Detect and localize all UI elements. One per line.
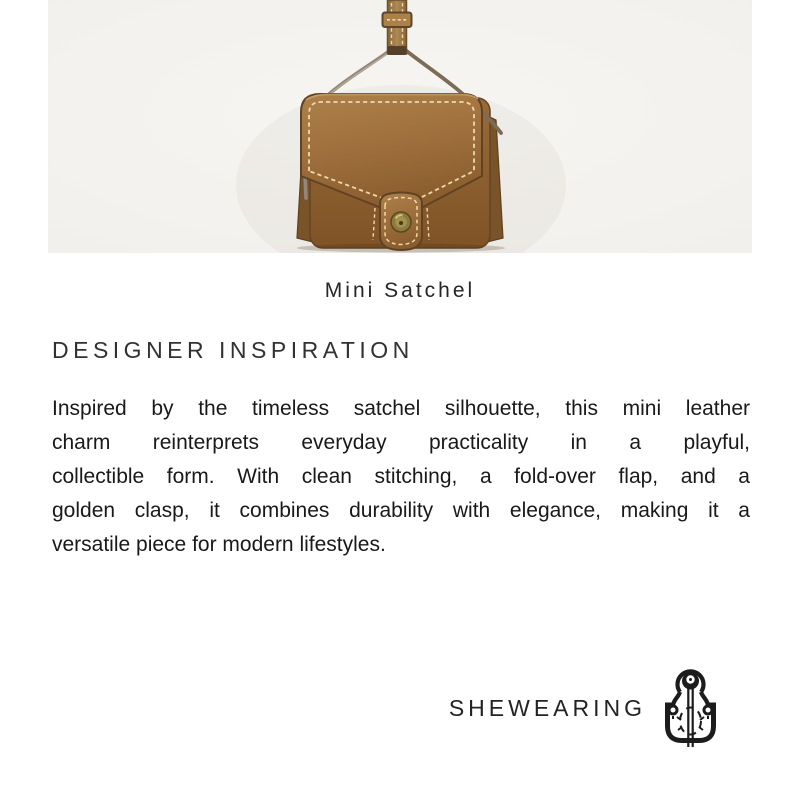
body-paragraph	[52, 392, 750, 562]
section-heading: DESIGNER INSPIRATION	[52, 337, 414, 363]
mini-satchel-photo	[48, 0, 752, 253]
brand-name: SHEWEARING	[448, 694, 646, 721]
paragraph-line: charm reinterprets everyday practicality in a playful,	[52, 431, 750, 454]
brand-footer	[449, 662, 718, 754]
shewearing-emblem-icon	[663, 664, 718, 752]
paragraph-line: collectible form. With clean stitching, a fold-over flap, and a	[52, 465, 750, 488]
product-caption: Mini Satchel	[324, 279, 476, 302]
paragraph-line: Inspired by the timeless satchel silhouette, this mini leather	[52, 397, 750, 420]
paragraph-line: golden clasp, it combines durability with elegance, making it a	[52, 499, 750, 522]
paragraph-line: versatile piece for modern lifestyles.	[52, 533, 386, 556]
product-image	[48, 0, 752, 253]
